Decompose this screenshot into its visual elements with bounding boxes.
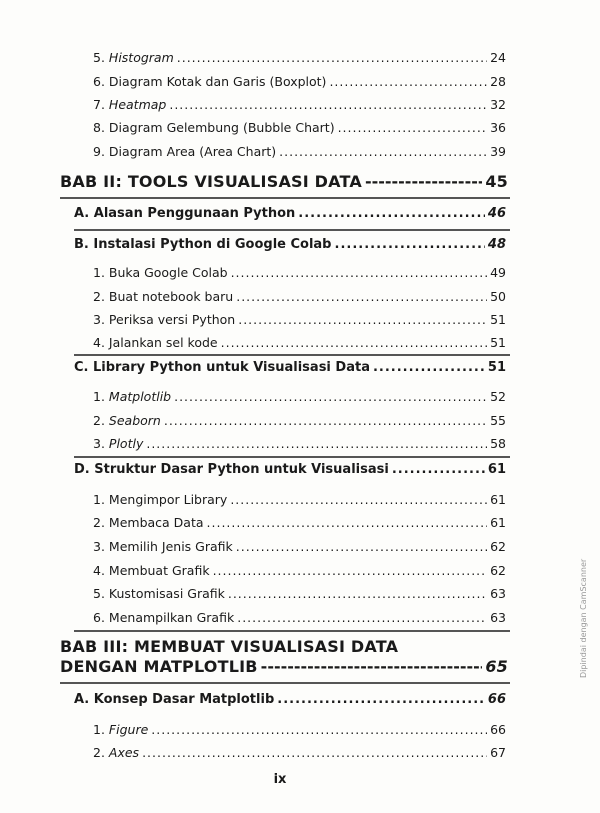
- leader-dots: [237, 610, 487, 625]
- toc-item-buka-colab[interactable]: 1. Buka Google Colab ..... 49: [93, 265, 506, 280]
- divider: [74, 229, 510, 231]
- leader-dots: [338, 120, 488, 135]
- toc-item-heatmap[interactable]: 7. Heatmap ..... 32: [93, 97, 506, 112]
- toc-item-histogram[interactable]: 5. Histogram ..... 24: [93, 50, 506, 65]
- toc-section-3a[interactable]: [74, 692, 506, 707]
- toc-item-boxplot[interactable]: 6. Diagram Kotak dan Garis (Boxplot) ..... 28: [93, 74, 506, 89]
- leader-dots: [169, 97, 487, 112]
- toc-item-seaborn[interactable]: 2. Seaborn ..... 55: [93, 413, 506, 428]
- page-number: 48: [487, 237, 506, 252]
- toc-item-matplotlib[interactable]: 1. Matplotlib ..... 52: [93, 389, 506, 404]
- page-number: 63: [490, 610, 506, 625]
- page-number: 66: [490, 722, 506, 737]
- section-title: B. Instalasi Python di Google Colab: [74, 237, 332, 252]
- leader-dots: [373, 360, 485, 375]
- page-number: 24: [490, 50, 506, 65]
- leader-dots: [221, 335, 487, 350]
- page-number: 32: [490, 97, 506, 112]
- leader-dots: [230, 492, 487, 507]
- leader-dots: [228, 586, 487, 601]
- page-number: 39: [490, 144, 506, 159]
- page-number: 67: [490, 745, 506, 760]
- toc-item-figure[interactable]: 1. Figure ..... 66: [93, 722, 506, 737]
- page-number: 52: [490, 389, 506, 404]
- divider: [74, 354, 510, 356]
- page-number: 55: [490, 413, 506, 428]
- leader-dots: [164, 413, 487, 428]
- page-number: 45: [485, 172, 508, 191]
- toc-chapter-3-line1[interactable]: [60, 637, 508, 656]
- leader-dots: [236, 539, 487, 554]
- page-number: 28: [490, 74, 506, 89]
- toc-section-a[interactable]: [74, 206, 506, 221]
- page-number: 61: [487, 462, 506, 477]
- leader-dots: [146, 436, 487, 451]
- toc-section-c[interactable]: [74, 360, 506, 375]
- page-number: 65: [485, 657, 508, 676]
- leader-dots: [298, 206, 485, 221]
- toc-item-versi-python[interactable]: 3. Periksa versi Python ..... 51: [93, 312, 506, 327]
- toc-item-area-chart[interactable]: 9. Diagram Area (Area Chart) ..... 39: [93, 144, 506, 159]
- leader-dots: [277, 692, 485, 707]
- page-number: 49: [490, 265, 506, 280]
- toc-item-membaca[interactable]: 2. Membaca Data ..... 61: [93, 515, 506, 530]
- page-number: 62: [490, 539, 506, 554]
- leader-dots: [392, 462, 485, 477]
- leader-dashes: [365, 172, 482, 191]
- divider: [74, 630, 510, 632]
- page-number: 61: [490, 515, 506, 530]
- leader-dots: [142, 745, 487, 760]
- section-title: D. Struktur Dasar Python untuk Visualisasi: [74, 462, 389, 477]
- leader-dots: [207, 515, 488, 530]
- page-number: 61: [490, 492, 506, 507]
- page-number: 63: [490, 586, 506, 601]
- scanner-watermark: Dipindai dengan CamScanner: [579, 558, 588, 678]
- toc-section-d[interactable]: [74, 462, 506, 477]
- leader-dots: [238, 312, 487, 327]
- toc-item-notebook[interactable]: 2. Buat notebook baru ..... 50: [93, 289, 506, 304]
- page-number: 50: [490, 289, 506, 304]
- chapter-title: DENGAN MATPLOTLIB: [60, 657, 258, 676]
- page-number: 51: [487, 360, 506, 375]
- toc-item-menampilkan[interactable]: 6. Menampilkan Grafik ..... 63: [93, 610, 506, 625]
- divider: [60, 682, 510, 684]
- chapter-title: BAB III: MEMBUAT VISUALISASI DATA: [60, 637, 399, 656]
- toc-section-b[interactable]: [74, 237, 506, 252]
- page-number: 46: [487, 206, 506, 221]
- toc-item-memilih[interactable]: 3. Memilih Jenis Grafik ..... 62: [93, 539, 506, 554]
- section-title: A. Alasan Penggunaan Python: [74, 206, 296, 221]
- leader-dots: [213, 563, 488, 578]
- leader-dots: [279, 144, 487, 159]
- section-title: A. Konsep Dasar Matplotlib: [74, 692, 275, 707]
- leader-dots: [174, 389, 487, 404]
- chapter-title: BAB II: TOOLS VISUALISASI DATA: [60, 172, 362, 191]
- toc-chapter-3[interactable]: [60, 657, 508, 676]
- toc-item-kustomisasi[interactable]: 5. Kustomisasi Grafik ..... 63: [93, 586, 506, 601]
- leader-dashes: [261, 657, 483, 676]
- leader-dots: [151, 722, 487, 737]
- page-number-footer: ix: [273, 772, 287, 787]
- leader-dots: [329, 74, 487, 89]
- toc-item-membuat[interactable]: 4. Membuat Grafik ..... 62: [93, 563, 506, 578]
- toc-chapter-2[interactable]: [60, 172, 508, 191]
- toc-item-sel-kode[interactable]: 4. Jalankan sel kode ..... 51: [93, 335, 506, 350]
- leader-dots: [231, 265, 488, 280]
- page-number: 62: [490, 563, 506, 578]
- page-number: 51: [490, 312, 506, 327]
- leader-dots: [335, 237, 485, 252]
- toc-item-plotly[interactable]: 3. Plotly ..... 58: [93, 436, 506, 451]
- divider: [74, 456, 510, 458]
- page-number: 66: [487, 692, 506, 707]
- leader-dots: [177, 50, 487, 65]
- section-title: C. Library Python untuk Visualisasi Data: [74, 360, 370, 375]
- page-number: 36: [490, 120, 506, 135]
- toc-item-mengimpor[interactable]: 1. Mengimpor Library ..... 61: [93, 492, 506, 507]
- page-number: 51: [490, 335, 506, 350]
- toc-item-bubble-chart[interactable]: 8. Diagram Gelembung (Bubble Chart) ..... 36: [93, 120, 506, 135]
- toc-item-axes[interactable]: 2. Axes ..... 67: [93, 745, 506, 760]
- divider: [60, 197, 510, 199]
- leader-dots: [236, 289, 487, 304]
- page-number: 58: [490, 436, 506, 451]
